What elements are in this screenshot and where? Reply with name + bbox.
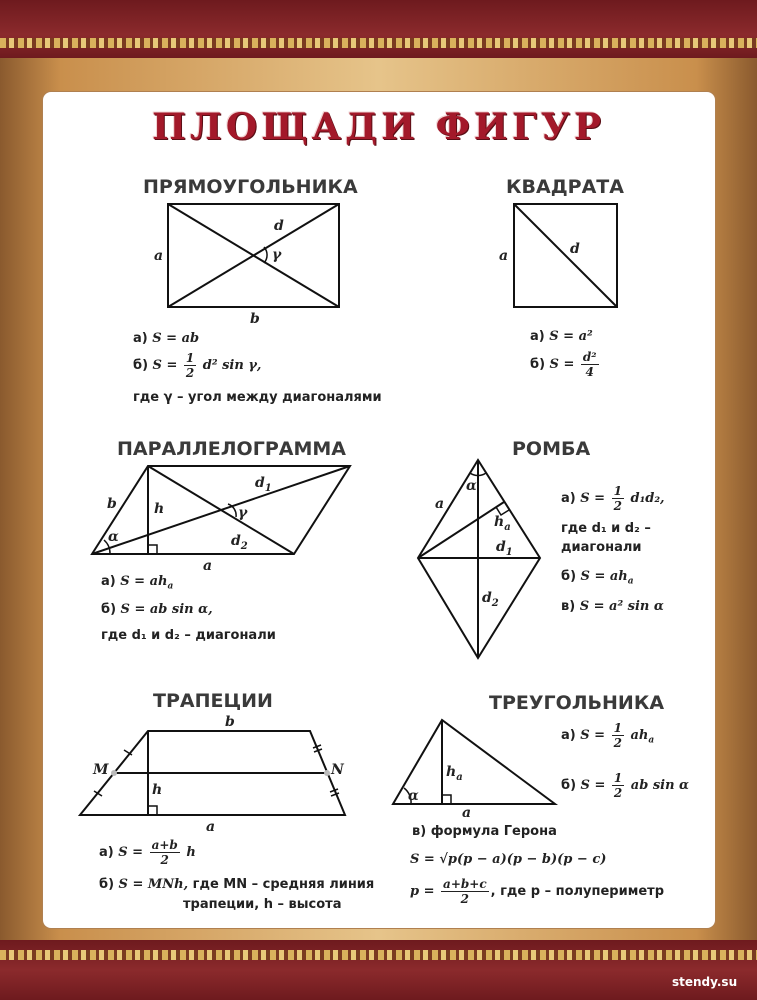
rhombus-label-d1: $d_1$	[496, 539, 513, 558]
rhombus-note-1: где d₁ и d₂ –	[561, 521, 651, 536]
square-label-a: a	[499, 248, 509, 264]
parallelogram-label-alpha: α	[108, 529, 119, 545]
trapezoid-point-m	[111, 770, 117, 776]
parallelogram-label-d2: $d_2$	[231, 533, 248, 552]
watermark: stendy.su	[672, 975, 738, 989]
triangle-label-a: a	[462, 805, 472, 821]
page-title: ПЛОЩАДИ ФИГУР	[152, 106, 605, 148]
parallelogram-label-b: b	[107, 496, 117, 512]
triangle-right-angle	[442, 795, 451, 804]
rectangle-note: где γ – угол между диагоналями	[133, 390, 382, 405]
parallelogram-note: где d₁ и d₂ – диагонали	[101, 628, 276, 643]
rhombus-label-ha: $h_a$	[494, 514, 511, 533]
trapezoid-label-a: a	[206, 819, 216, 835]
rhombus-label-d2: $d_2$	[482, 590, 499, 609]
heron-label: в) формула Герона	[412, 824, 557, 839]
rhombus-formula-c: в) S = a² sin α	[561, 599, 664, 614]
rhombus-heading: РОМБА	[512, 438, 591, 460]
parallelogram-label-gamma: γ	[238, 505, 248, 521]
rhombus-formula-a: а) S = $\frac{1}{2}$ d₁d₂,	[561, 484, 665, 513]
rhombus-formula-b: б) $S = ah_a$	[561, 569, 634, 587]
parallelogram-heading: ПАРАЛЛЕЛОГРАММА	[117, 438, 346, 460]
semiperimeter-formula: p = $\frac{a+b+c}{2}$ , где p – полупериметр	[410, 877, 665, 906]
square-label-d: d	[570, 241, 580, 257]
trapezoid-label-b: b	[225, 714, 235, 730]
rhombus-note-2: диагонали	[561, 540, 642, 555]
heron-formula: S = √p(p − a)(p − b)(p − c)	[410, 852, 607, 867]
triangle-label-ha: $h_a$	[446, 764, 463, 783]
rectangle-heading: ПРЯМОУГОЛЬНИКА	[143, 176, 358, 198]
trapezoid-label-n: N	[331, 762, 344, 778]
square-diagonal	[514, 204, 617, 307]
rectangle-formula-b: б) S = $\frac{1}{2}$ d² sin γ,	[133, 351, 262, 380]
square-formula-b: б) S = $\frac{\text{d²}}{4}$	[530, 350, 597, 379]
trapezoid-right-angle	[148, 806, 157, 815]
parallelogram-formula-a: а) $S = ah_a$	[101, 574, 174, 592]
square-formula-a: а) S = a²	[530, 329, 593, 344]
trapezoid-heading: ТРАПЕЦИИ	[153, 690, 273, 712]
parallelogram-label-h: h	[154, 501, 165, 517]
parallelogram-label-a: a	[203, 558, 213, 574]
rectangle-label-gamma: γ	[272, 247, 282, 263]
triangle-formula-a: а) S = $\frac{1}{2}$ $ah_a$	[561, 721, 655, 750]
trapezoid-label-m: M	[93, 762, 109, 778]
trapezoid-formula-a: а) S = $\frac{a+b}{2}$ h	[99, 838, 196, 867]
rhombus-label-a: a	[435, 496, 445, 512]
square-heading: КВАДРАТА	[506, 176, 624, 198]
rectangle-label-b: b	[250, 311, 260, 327]
parallelogram-label-d1: $d_1$	[255, 475, 272, 494]
triangle-heading: ТРЕУГОЛЬНИКА	[489, 692, 665, 714]
triangle-label-alpha: α	[408, 788, 419, 804]
trapezoid-label-h: h	[152, 782, 163, 798]
rectangle-label-d: d	[274, 218, 284, 234]
trapezoid-point-n	[324, 770, 330, 776]
rhombus-height	[418, 502, 504, 558]
trapezoid-note: трапеции, h – высота	[183, 897, 342, 912]
parallelogram-right-angle	[148, 545, 157, 554]
trapezoid-formula-b: б) S = MNh, где MN – средняя линия	[99, 877, 375, 892]
rectangle-formula-a: а) S = ab	[133, 331, 200, 346]
triangle-formula-b: б) S = $\frac{1}{2}$ ab sin α	[561, 771, 690, 800]
rhombus-label-alpha: α	[466, 478, 477, 494]
parallelogram-diagonal-2	[148, 466, 294, 554]
rectangle-label-a: a	[154, 248, 164, 264]
parallelogram-formula-b: б) S = ab sin α,	[101, 602, 213, 617]
